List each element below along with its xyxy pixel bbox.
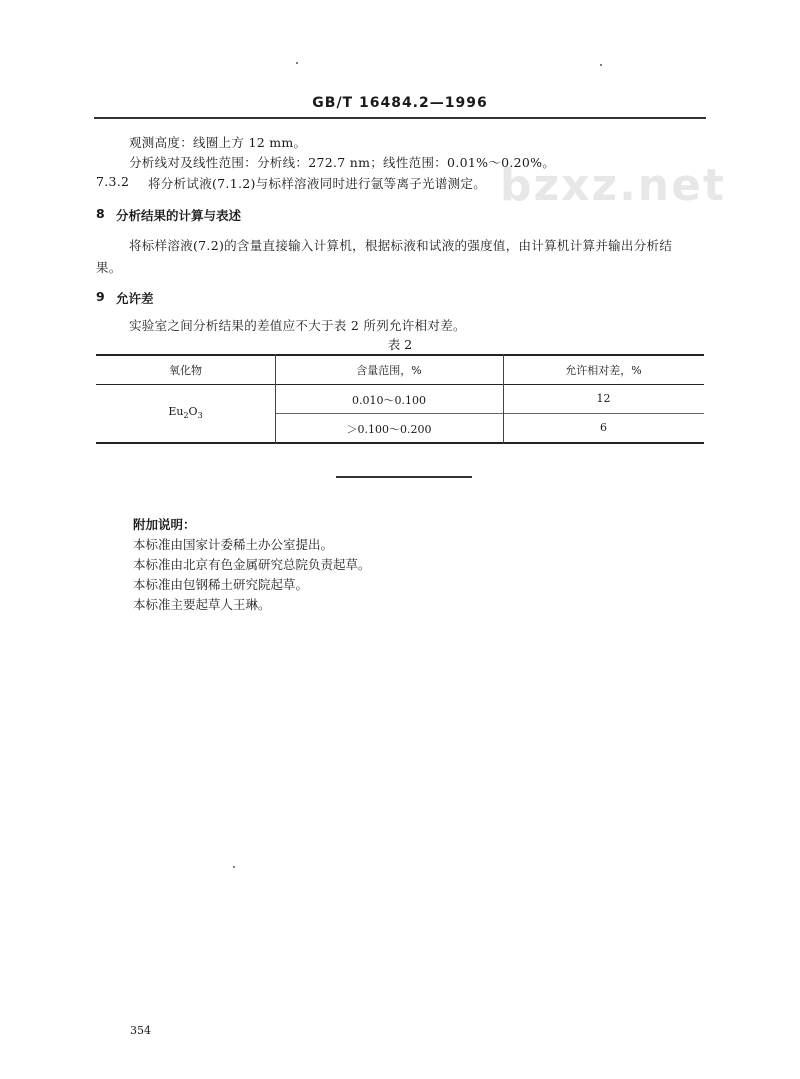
note-line: 本标准由北京有色金属研究总院负责起草。 (133, 557, 371, 572)
observation-height-line: 观测高度：线圈上方 12 mm。 (129, 135, 307, 150)
section-8-heading: 分析结果的计算与表述 (116, 208, 242, 223)
standard-number-header: GB/T 16484.2—1996 (312, 95, 488, 111)
table-header-tolerance: 允许相对差，% (565, 364, 642, 377)
table-cell-tolerance: 6 (600, 421, 607, 434)
notes-title: 附加说明： (133, 517, 196, 532)
section-9-heading: 允许差 (116, 291, 154, 306)
table-header-rule (96, 384, 704, 385)
table-cell-range: 0.010～0.100 (352, 394, 426, 407)
section-8-text-line2: 果。 (96, 260, 122, 275)
note-line: 本标准主要起草人王琳。 (133, 597, 271, 612)
table-cell-tolerance: 12 (596, 392, 611, 405)
table-row-divider (275, 413, 704, 414)
section-9-text: 实验室之间分析结果的差值应不大于表 2 所列允许相对差。 (129, 318, 466, 333)
table-top-rule (96, 354, 704, 356)
table-header-range: 含量范围，% (356, 364, 422, 377)
scan-speck (233, 866, 235, 868)
end-of-text-rule (336, 476, 472, 478)
page-number: 354 (130, 1024, 151, 1037)
analysis-line-range: 分析线对及线性范围：分析线：272.7 nm；线性范围：0.01%～0.20%。 (129, 155, 556, 170)
scan-speck (600, 64, 602, 66)
section-8-text-line1: 将标样溶液(7.2)的含量直接输入计算机，根据标液和试液的强度值，由计算机计算并输出分析结 (129, 238, 673, 253)
table-cell-range: ＞0.100～0.200 (346, 423, 432, 436)
watermark: bzxz.net (500, 160, 727, 211)
table-bottom-rule (96, 442, 704, 444)
table-header-oxide: 氧化物 (169, 364, 202, 377)
note-line: 本标准由国家计委稀土办公室提出。 (133, 537, 334, 552)
header-rule (94, 117, 706, 119)
clause-7-3-2-number: 7.3.2 (96, 174, 130, 189)
table-caption: 表 2 (387, 337, 413, 352)
clause-7-3-2-text: 将分析试液(7.1.2)与标样溶液同时进行氩等离子光谱测定。 (148, 176, 487, 191)
table-cell-oxide: $Eu_2O_3$ (168, 405, 203, 421)
note-line: 本标准由包钢稀土研究院起草。 (133, 577, 309, 592)
section-9-number: 9 (96, 289, 105, 304)
section-8-number: 8 (96, 206, 105, 221)
scan-speck (296, 62, 298, 64)
